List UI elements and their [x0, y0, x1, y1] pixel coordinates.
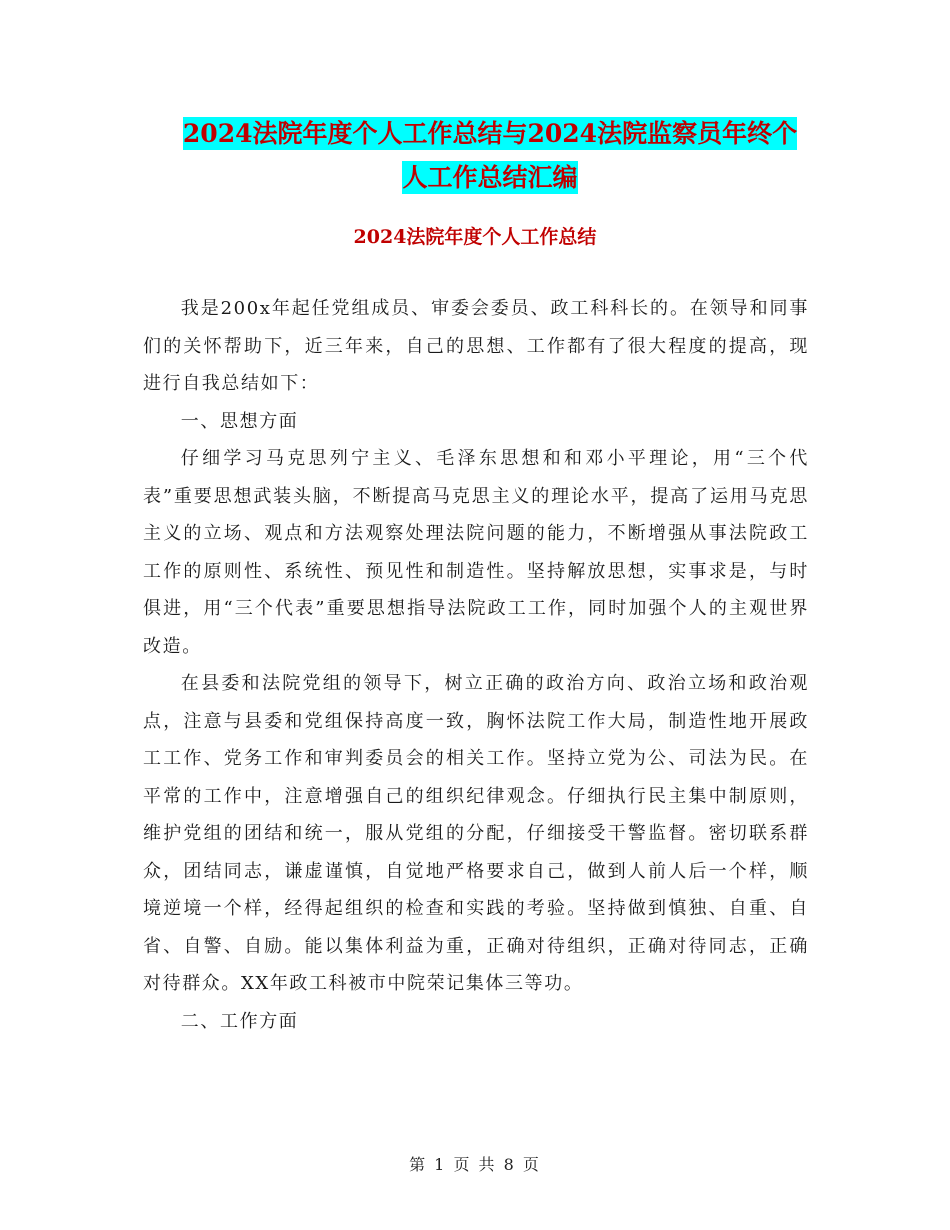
heading-work: 二、工作方面: [180, 1010, 299, 1032]
document-body: [143, 290, 809, 1040]
paragraph-leadership: 在县委和法院党组的领导下，树立正确的政治方向、政治立场和政治观点，注意与县委和党组保持高度一致，胸怀法院工作大局，制造性地开展政工工作、党务工作和审判委员会的相关工作。坚持立党为公、司法为民。在平常的工作中，注意增强自己的组织纪律观念。仔细执行民主集中制原则，维护党组的团结和统一，服从党组的分配，仔细接受干警监督。密切联系群众，团结同志，谦虚谨慎，自觉地严格要求自己，做到人前人后一个样，顺境逆境一个样，经得起组织的检查和实践的考验。坚持做到慎独、自重、自省、自警、自励。能以集体利益为重，正确对待组织，正确对待同志，正确对待群众。XX年政工科被市中院荣记集体三等功。: [143, 673, 809, 994]
page-footer: 第 1 页 共 8 页: [409, 1155, 541, 1174]
document-title: [140, 112, 840, 200]
paragraph-study: 仔细学习马克思列宁主义、毛泽东思想和和邓小平理论，用“三个代表”重要思想武装头脑，不断提高马克思主义的理论水平，提高了运用马克思主义的立场、观点和方法观察处理法院问题的能力，不断增强从事法院政工工作的原则性、系统性、预见性和制造性。坚持解放思想，实事求是，与时俱进，用“三个代表”重要思想指导法院政工工作，同时加强个人的主观世界改造。: [143, 448, 809, 657]
document-title-line-1: 2024法院年度个人工作总结与2024法院监察员年终个: [182, 119, 798, 148]
document-title-line-2: 人工作总结汇编: [402, 163, 578, 192]
heading-thought: 一、思想方面: [180, 410, 299, 432]
section-title: 2024法院年度个人工作总结: [353, 226, 597, 248]
paragraph-intro: 我是200x年起任党组成员、审委会委员、政工科科长的。在领导和同事们的关怀帮助下，近三年来，自己的思想、工作都有了很大程度的提高，现进行自我总结如下：: [143, 298, 809, 394]
